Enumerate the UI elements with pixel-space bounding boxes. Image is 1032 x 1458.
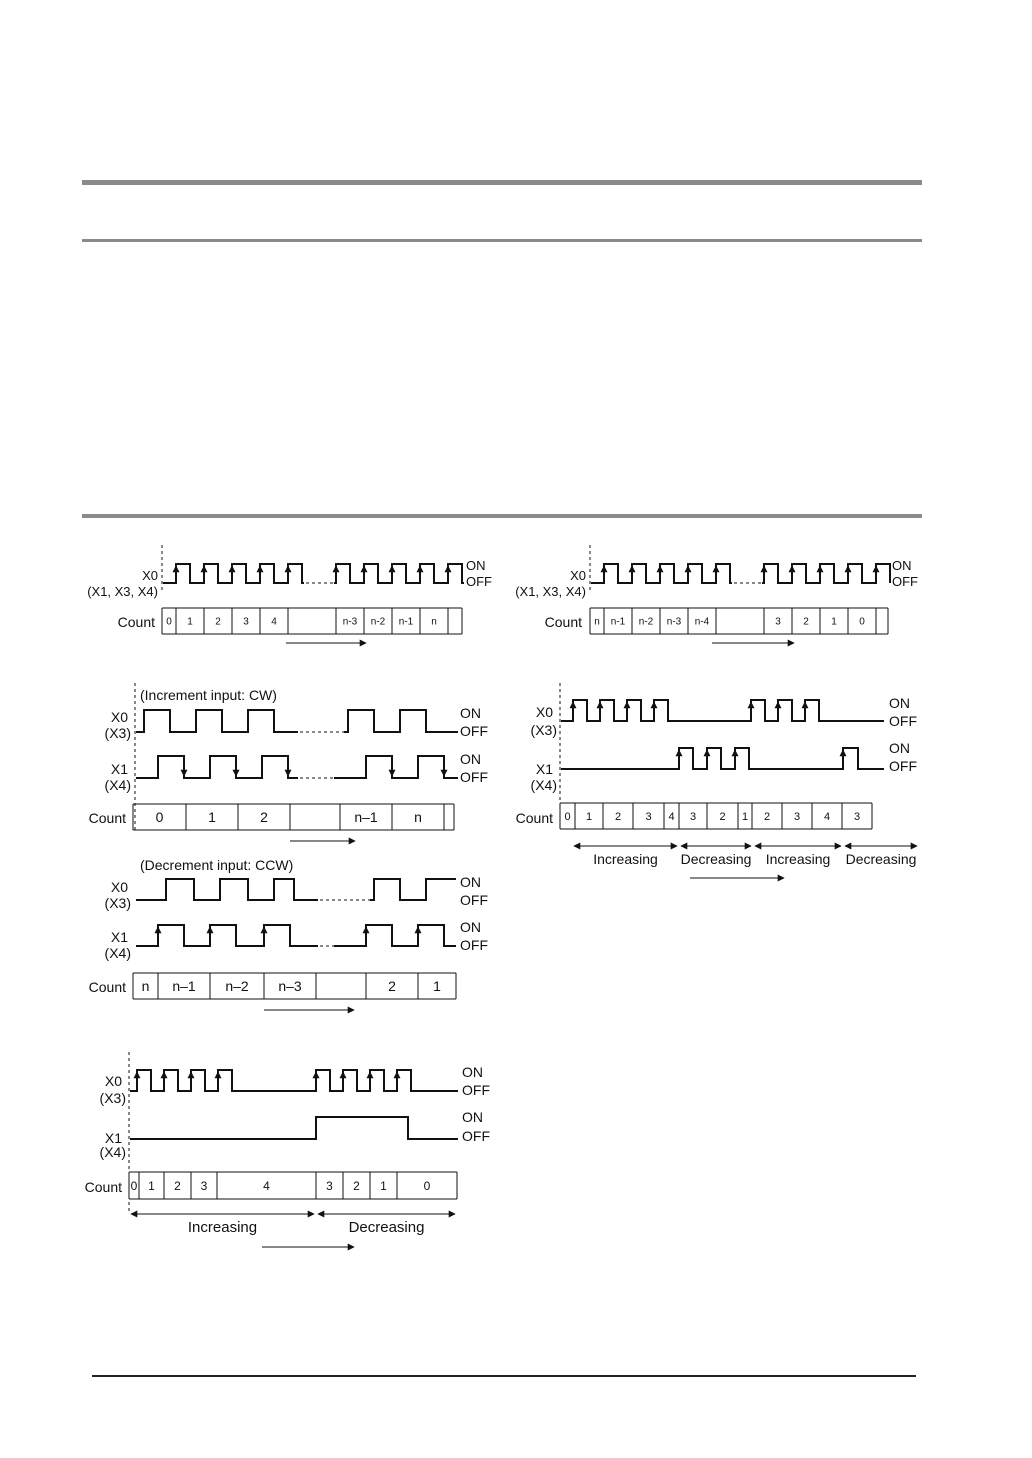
count-value: n [431,616,437,628]
on-label: ON [889,740,910,756]
x1-label: X1 [104,1130,122,1146]
count-value: 4 [271,616,277,628]
x1-label: X1 [110,761,128,777]
x0-waveform-c2 [344,710,458,732]
x1-waveform-e [130,1117,458,1139]
count-label: Count [88,979,126,995]
panel-direction-input [85,1052,490,1247]
count-value: 2 [215,616,221,628]
panel-ccw-decrement [89,857,488,1010]
count-label: Count [84,1179,122,1195]
count-value: 1 [187,616,193,628]
panel-single-decrement [515,545,918,643]
count-value: n–1 [354,809,378,826]
count-value: 4 [263,1178,270,1193]
x3-label: (X3) [104,725,131,741]
count-label: Count [544,614,582,630]
x1-label: X1 [535,761,553,777]
x4-label: (X4) [530,777,557,793]
count-value: 0 [423,1178,431,1193]
on-label: ON [889,695,910,711]
count-value: 1 [433,978,441,995]
x0-label: X0 [110,709,128,725]
count-value: 3 [243,616,249,628]
off-label: OFF [889,713,917,729]
count-value: 0 [166,616,172,628]
x4-label: (X4) [99,1144,126,1160]
range-label: Increasing [593,851,658,867]
count-value: 2 [763,810,771,823]
x1-waveform-c1 [136,756,298,778]
count-value: 3 [853,810,861,823]
x0-waveform-a1 [163,564,304,583]
count-value: 2 [388,978,396,995]
count-value: 0 [859,616,865,628]
count-value: n [414,809,422,826]
count-value: 1 [741,810,749,823]
x3-label: (X3) [530,722,557,738]
count-value: n–3 [278,978,302,995]
x0-label: X0 [535,704,553,720]
count-value: n-1 [398,616,414,628]
count-value: 1 [208,809,216,826]
count-value: n-2 [638,616,654,628]
off-label: OFF [462,1082,490,1098]
x0-waveform-d1 [136,879,318,900]
off-label: OFF [460,769,488,785]
count-value: 2 [614,810,622,823]
off-label: OFF [460,723,488,739]
count-label: Count [117,614,155,630]
count-label: Count [515,810,553,826]
panel-single-increment [87,545,492,643]
range-label: Increasing [765,851,831,867]
count-value: 4 [668,810,675,823]
x0-alt-label: (X1, X3, X4) [87,584,158,599]
x3-label: (X3) [99,1090,126,1106]
count-value: 3 [775,616,781,628]
count-value: 2 [174,1178,181,1193]
off-label: OFF [466,574,492,589]
count-value: 0 [130,1178,138,1193]
x1-waveform-d1 [136,925,318,946]
on-label: ON [460,705,481,721]
on-label: ON [466,558,486,573]
count-value: n–1 [172,978,196,995]
off-label: OFF [892,574,918,589]
panel-phase-difference [516,683,917,878]
count-value: 4 [823,810,831,823]
count-value: n-4 [694,616,710,628]
x1-waveform-c2 [334,756,458,778]
range-label: Decreasing [680,851,752,867]
count-value: n-2 [370,616,386,628]
range-label: Decreasing [845,851,917,867]
off-label: OFF [889,758,917,774]
count-value: 0 [564,810,571,823]
on-label: ON [460,874,481,890]
x0-label: X0 [142,568,158,583]
on-label: ON [462,1064,483,1080]
count-value: 1 [148,1178,155,1193]
x0-waveform-c1 [136,710,298,732]
count-label: Count [88,810,126,826]
x0-label: X0 [570,568,586,583]
x3-label: (X3) [104,895,131,911]
count-value: 3 [689,810,697,823]
x0-waveform-f [561,700,884,721]
count-value: n-3 [342,616,358,628]
count-value: 0 [155,809,164,826]
panel-cw-increment [89,683,488,841]
count-value: 1 [585,810,593,823]
x0-label: X0 [104,1073,122,1089]
x1-label: X1 [110,929,128,945]
off-label: OFF [460,937,488,953]
x0-waveform-d2 [370,879,456,900]
count-value: 1 [831,616,837,628]
count-value: 3 [645,810,652,823]
count-value: n [141,978,150,995]
range-label: Increasing [187,1219,258,1236]
count-value: 3 [200,1178,208,1193]
on-label: ON [892,558,912,573]
count-value: 3 [326,1178,333,1193]
x0-waveform-a2 [334,564,464,583]
x0-label: X0 [110,879,128,895]
count-value: n [594,616,600,628]
off-label: OFF [460,892,488,908]
count-value: 2 [260,809,268,826]
x0-waveform-e [130,1070,458,1091]
x4-label: (X4) [104,777,131,793]
x0-alt-label: (X1, X3, X4) [515,584,586,599]
x1-waveform-f [561,748,884,769]
on-label: ON [460,751,481,767]
count-value: n–2 [225,978,249,995]
range-label: Decreasing [348,1219,425,1236]
count-value: 1 [380,1178,387,1193]
off-label: OFF [462,1128,490,1144]
x1-waveform-d2 [334,925,456,946]
x4-label: (X4) [104,945,131,961]
count-value: 2 [719,810,726,823]
count-value: 2 [803,616,809,628]
x0-waveform-b2 [762,564,890,583]
count-value: n-3 [666,616,682,628]
cw-caption: (Increment input: CW) [140,687,277,703]
x0-waveform-b1 [591,564,732,583]
on-label: ON [460,919,481,935]
ccw-caption: (Decrement input: CCW) [140,857,294,873]
count-value: 2 [353,1178,360,1193]
count-value: 3 [793,810,801,823]
count-value: n-1 [610,616,626,628]
on-label: ON [462,1109,483,1125]
